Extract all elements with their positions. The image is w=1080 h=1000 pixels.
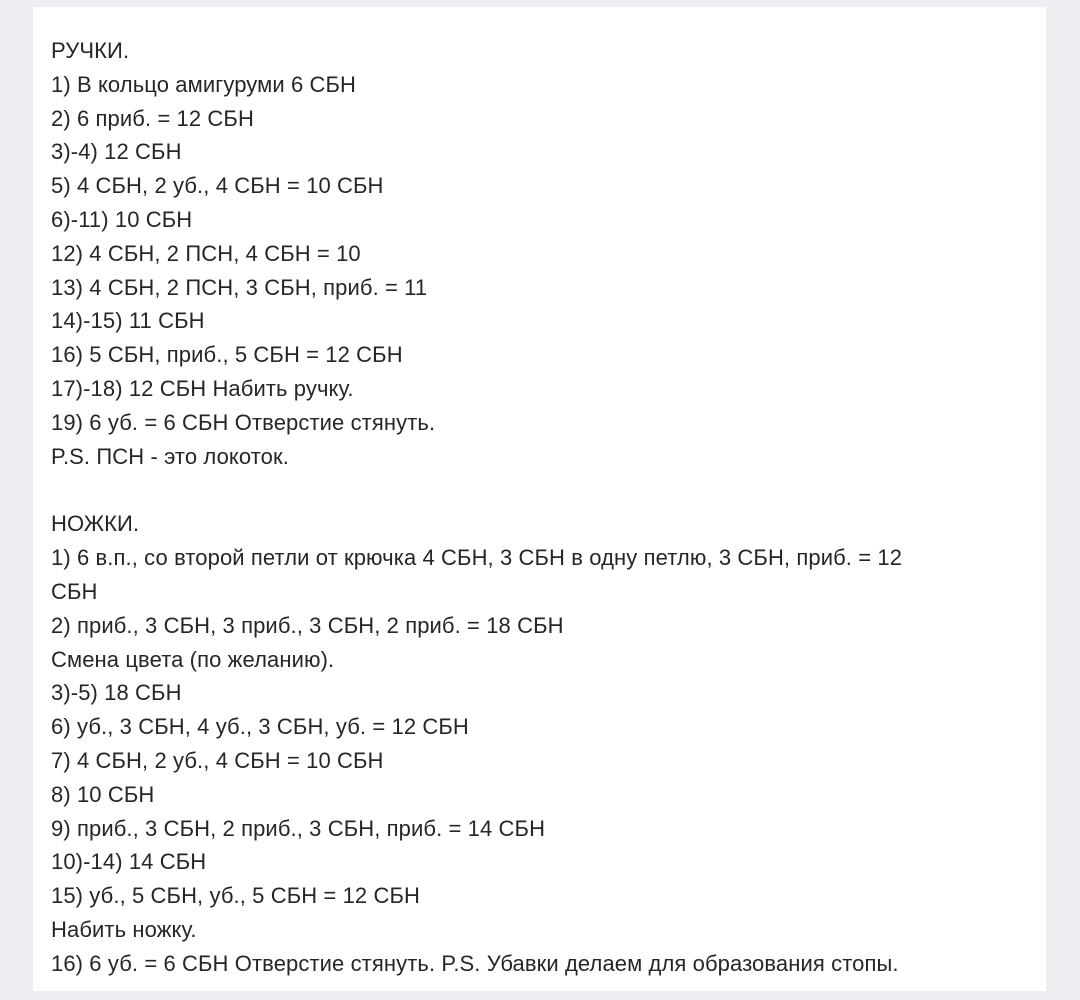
instruction-line: 10)-14) 14 СБН xyxy=(51,849,207,875)
section-title: НОЖКИ. xyxy=(51,511,140,537)
instruction-line: СБН xyxy=(51,578,98,604)
instruction-line: 12) 4 СБН, 2 ПСН, 4 СБН = 10 xyxy=(51,240,361,266)
instruction-line: 2) 6 приб. = 12 СБН xyxy=(51,105,254,131)
instruction-line: 1) В кольцо амигуруми 6 СБН xyxy=(51,71,357,97)
instruction-line: 16) 6 уб. = 6 СБН Отверстие стянуть. P.S. Убавки делаем для образования стопы. xyxy=(51,950,899,976)
note-line: P.S. ПСН - это локоток. xyxy=(51,443,289,469)
instruction-line: 3)-4) 12 СБН xyxy=(51,139,182,165)
instruction-line: 15) уб., 5 СБН, уб., 5 СБН = 12 СБН xyxy=(51,883,420,909)
instruction-line: 5) 4 СБН, 2 уб., 4 СБН = 10 СБН xyxy=(51,173,384,199)
instruction-line: 17)-18) 12 СБН Набить ручку. xyxy=(51,375,354,401)
instruction-line: 16) 5 СБН, приб., 5 СБН = 12 СБН xyxy=(51,342,403,368)
instruction-line: 14)-15) 11 СБН xyxy=(51,308,205,334)
note-card xyxy=(33,7,1046,991)
instruction-line: 3)-5) 18 СБН xyxy=(51,680,182,706)
instruction-line: 2) приб., 3 СБН, 3 приб., 3 СБН, 2 приб. = 18 СБН xyxy=(51,612,564,638)
section-legs xyxy=(51,507,1046,980)
instruction-line: 6)-11) 10 СБН xyxy=(51,206,193,232)
instruction-line: 1) 6 в.п., со второй петли от крючка 4 СБН, 3 СБН в одну петлю, 3 СБН, приб. = 12 xyxy=(51,545,903,571)
instruction-line: 8) 10 СБН xyxy=(51,781,155,807)
instruction-line: 19) 6 уб. = 6 СБН Отверстие стянуть. xyxy=(51,409,436,435)
section-title: РУЧКИ. xyxy=(51,38,130,63)
instruction-line: 13) 4 СБН, 2 ПСН, 3 СБН, приб. = 11 xyxy=(51,274,428,300)
instruction-line: 9) приб., 3 СБН, 2 приб., 3 СБН, приб. = 14 СБН xyxy=(51,815,546,841)
instruction-line: Смена цвета (по желанию). xyxy=(51,646,335,672)
instruction-line: Набить ножку. xyxy=(51,916,197,942)
instruction-line: 6) уб., 3 СБН, 4 уб., 3 СБН, уб. = 12 СБН xyxy=(51,714,469,740)
section-handles xyxy=(51,34,1046,473)
instruction-line: 7) 4 СБН, 2 уб., 4 СБН = 10 СБН xyxy=(51,747,384,773)
